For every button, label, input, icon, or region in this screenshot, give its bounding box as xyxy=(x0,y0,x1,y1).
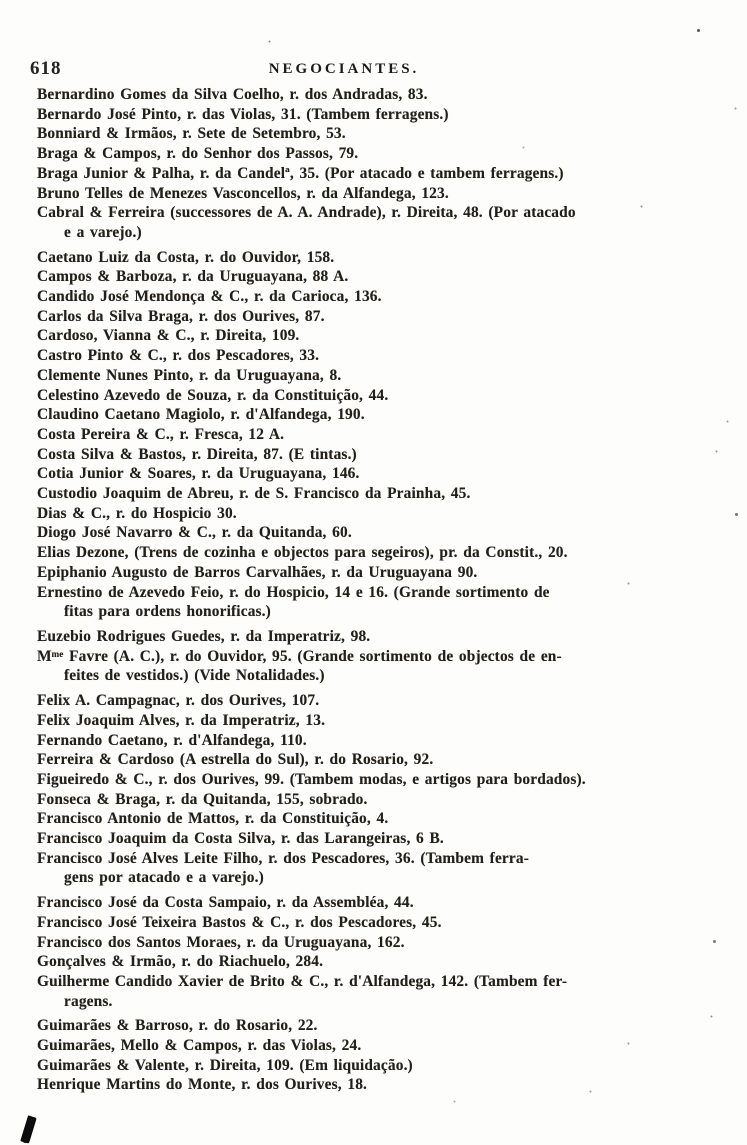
entry-line: Claudino Caetano Magiolo, r. d'Alfandega, 190. xyxy=(37,406,365,424)
directory-entry xyxy=(37,504,730,524)
entry-line-continuation: gens por atacado e a varejo.) xyxy=(64,869,264,887)
entry-line: Celestino Azevedo de Souza, r. da Constituição, 44. xyxy=(37,386,389,404)
entry-line: Candido José Mendonça & C., r. da Carioca, 136. xyxy=(37,288,382,306)
directory-entry xyxy=(37,1075,730,1095)
directory-entry xyxy=(37,184,730,204)
directory-entry xyxy=(37,248,730,268)
directory-entry xyxy=(37,267,730,287)
directory-entry xyxy=(37,790,730,810)
entry-line: Fernando Caetano, r. d'Alfandega, 110. xyxy=(37,731,307,749)
entry-line: Francisco José Teixeira Bastos & C., r. dos Pescadores, 45. xyxy=(37,913,442,931)
directory-entry xyxy=(37,563,730,583)
entry-line: Dias & C., r. do Hospicio 30. xyxy=(37,504,237,522)
entry-line: Diogo José Navarro & C., r. da Quitanda, 60. xyxy=(37,524,352,542)
entry-line: Francisco Antonio de Mattos, r. da Constituição, 4. xyxy=(37,810,389,828)
ink-dot-mark xyxy=(23,1139,27,1143)
directory-list xyxy=(37,85,730,1095)
entry-line: Felix Joaquim Alves, r. da Imperatriz, 13. xyxy=(37,711,326,729)
directory-entry xyxy=(37,124,730,144)
directory-entry xyxy=(37,445,730,465)
directory-entry xyxy=(37,1036,730,1056)
directory-entry xyxy=(37,144,730,164)
directory-entry xyxy=(37,583,730,622)
entry-line: Cabral & Ferreira (successores de A. A. Andrade), r. Direita, 48. (Por atacado xyxy=(37,204,576,222)
directory-entry xyxy=(37,849,730,888)
entry-line: Clemente Nunes Pinto, r. da Uruguayana, 8. xyxy=(37,366,342,384)
directory-entry xyxy=(37,326,730,346)
entry-line: Henrique Martins do Monte, r. dos Ourives, 18. xyxy=(37,1076,368,1094)
directory-entry xyxy=(37,913,730,933)
directory-entry xyxy=(37,164,730,184)
directory-entry xyxy=(37,809,730,829)
directory-entry xyxy=(37,1016,730,1036)
entry-line: Cardoso, Vianna & C., r. Direita, 109. xyxy=(37,327,300,345)
directory-entry xyxy=(37,893,730,913)
directory-entry xyxy=(37,1056,730,1076)
entry-line: Custodio Joaquim de Abreu, r. de S. Francisco da Prainha, 45. xyxy=(37,485,471,503)
entry-line: Costa Silva & Bastos, r. Direita, 87. (E tintas.) xyxy=(37,445,357,463)
entry-line: Francisco dos Santos Moraes, r. da Uruguayana, 162. xyxy=(37,933,405,951)
entry-line: Campos & Barboza, r. da Uruguayana, 88 A. xyxy=(37,268,349,286)
directory-entry xyxy=(37,770,730,790)
entry-line: Bruno Telles de Menezes Vasconcellos, r. da Alfandega, 123. xyxy=(37,184,449,202)
directory-entry xyxy=(37,952,730,972)
directory-entry xyxy=(37,972,730,1011)
directory-entry xyxy=(37,829,730,849)
entry-line: Euzebio Rodrigues Guedes, r. da Imperatriz, 98. xyxy=(37,627,371,645)
directory-entry xyxy=(37,543,730,563)
directory-entry xyxy=(37,933,730,953)
entry-line: Bernardo José Pinto, r. das Violas, 31. (Tambem ferragens.) xyxy=(37,105,449,123)
directory-entry xyxy=(37,307,730,327)
directory-entry xyxy=(37,647,730,686)
directory-entry xyxy=(37,425,730,445)
entry-line: Bonniard & Irmãos, r. Sete de Setembro, 53. xyxy=(37,125,346,143)
entry-line-continuation: feites de vestidos.) (Vide Notalidades.) xyxy=(64,667,325,685)
running-header: NEGOCIANTES. xyxy=(268,61,420,77)
directory-entry xyxy=(37,523,730,543)
directory-entry xyxy=(37,731,730,751)
entry-line: Elias Dezone, (Trens de cozinha e objectos para segeiros), pr. da Constit., 20. xyxy=(37,544,568,562)
entry-line: Figueiredo & C., r. dos Ourives, 99. (Tambem modas, e artigos para bordados). xyxy=(37,770,586,788)
directory-entry xyxy=(37,386,730,406)
entry-line: Carlos da Silva Braga, r. dos Ourives, 87. xyxy=(37,307,325,325)
directory-entry xyxy=(37,203,730,242)
entry-line: Francisco Joaquim da Costa Silva, r. das Larangeiras, 6 B. xyxy=(37,830,444,848)
entry-line: Guilherme Candido Xavier de Brito & C., r. d'Alfandega, 142. (Tambem fer- xyxy=(37,972,568,990)
entry-line: Braga & Campos, r. do Senhor dos Passos, 79. xyxy=(37,145,359,163)
directory-entry xyxy=(37,464,730,484)
directory-entry xyxy=(37,105,730,125)
directory-entry xyxy=(37,750,730,770)
entry-line: Francisco José da Costa Sampaio, r. da Assembléa, 44. xyxy=(37,894,414,912)
paper-specks xyxy=(0,0,1,1)
entry-line: Braga Junior & Palha, r. da Candelª, 35. (Por atacado e tambem ferragens.) xyxy=(37,164,564,182)
directory-entry xyxy=(37,346,730,366)
entry-line: Caetano Luiz da Costa, r. do Ouvidor, 158. xyxy=(37,248,335,266)
entry-line: Felix A. Campagnac, r. dos Ourives, 107. xyxy=(37,692,320,710)
entry-line: Bernardino Gomes da Silva Coelho, r. dos Andradas, 83. xyxy=(37,86,428,103)
directory-entry xyxy=(37,691,730,711)
entry-line-continuation: ragens. xyxy=(64,992,113,1010)
entry-line: Cotia Junior & Soares, r. da Uruguayana, 146. xyxy=(37,465,360,483)
entry-line: Guimarães, Mello & Campos, r. das Violas, 24. xyxy=(37,1037,362,1055)
entry-line: Francisco José Alves Leite Filho, r. dos Pescadores, 36. (Tambem ferra- xyxy=(37,849,530,867)
directory-entry xyxy=(37,366,730,386)
entry-line: Castro Pinto & C., r. dos Pescadores, 33. xyxy=(37,347,320,365)
entry-line: Ernestino de Azevedo Feio, r. do Hospicio, 14 e 16. (Grande sortimento de xyxy=(37,583,550,601)
entry-line: Ferreira & Cardoso (A estrella do Sul), r. do Rosario, 92. xyxy=(37,751,434,769)
entry-line: Guimarães & Barroso, r. do Rosario, 22. xyxy=(37,1017,318,1035)
page-number: 618 xyxy=(30,58,62,79)
directory-entry xyxy=(37,627,730,647)
directory-entry xyxy=(37,484,730,504)
directory-entry xyxy=(37,287,730,307)
entry-line: Epiphanio Augusto de Barros Carvalhães, r. da Uruguayana 90. xyxy=(37,563,478,581)
entry-line: Fonseca & Braga, r. da Quitanda, 155, sobrado. xyxy=(37,790,368,808)
directory-entry xyxy=(37,405,730,425)
entry-line: Gonçalves & Irmão, r. do Riachuelo, 284. xyxy=(37,953,324,971)
directory-entry xyxy=(37,85,730,105)
entry-line-continuation: fitas para ordens honorificas.) xyxy=(64,603,271,621)
entry-line-continuation: e a varejo.) xyxy=(64,223,142,241)
entry-line: Mᵐᵉ Favre (A. C.), r. do Ouvidor, 95. (Grande sortimento de objectos de en- xyxy=(37,647,562,665)
directory-entry xyxy=(37,711,730,731)
entry-line: Costa Pereira & C., r. Fresca, 12 A. xyxy=(37,425,285,443)
entry-line: Guimarães & Valente, r. Direita, 109. (Em liquidação.) xyxy=(37,1056,413,1074)
